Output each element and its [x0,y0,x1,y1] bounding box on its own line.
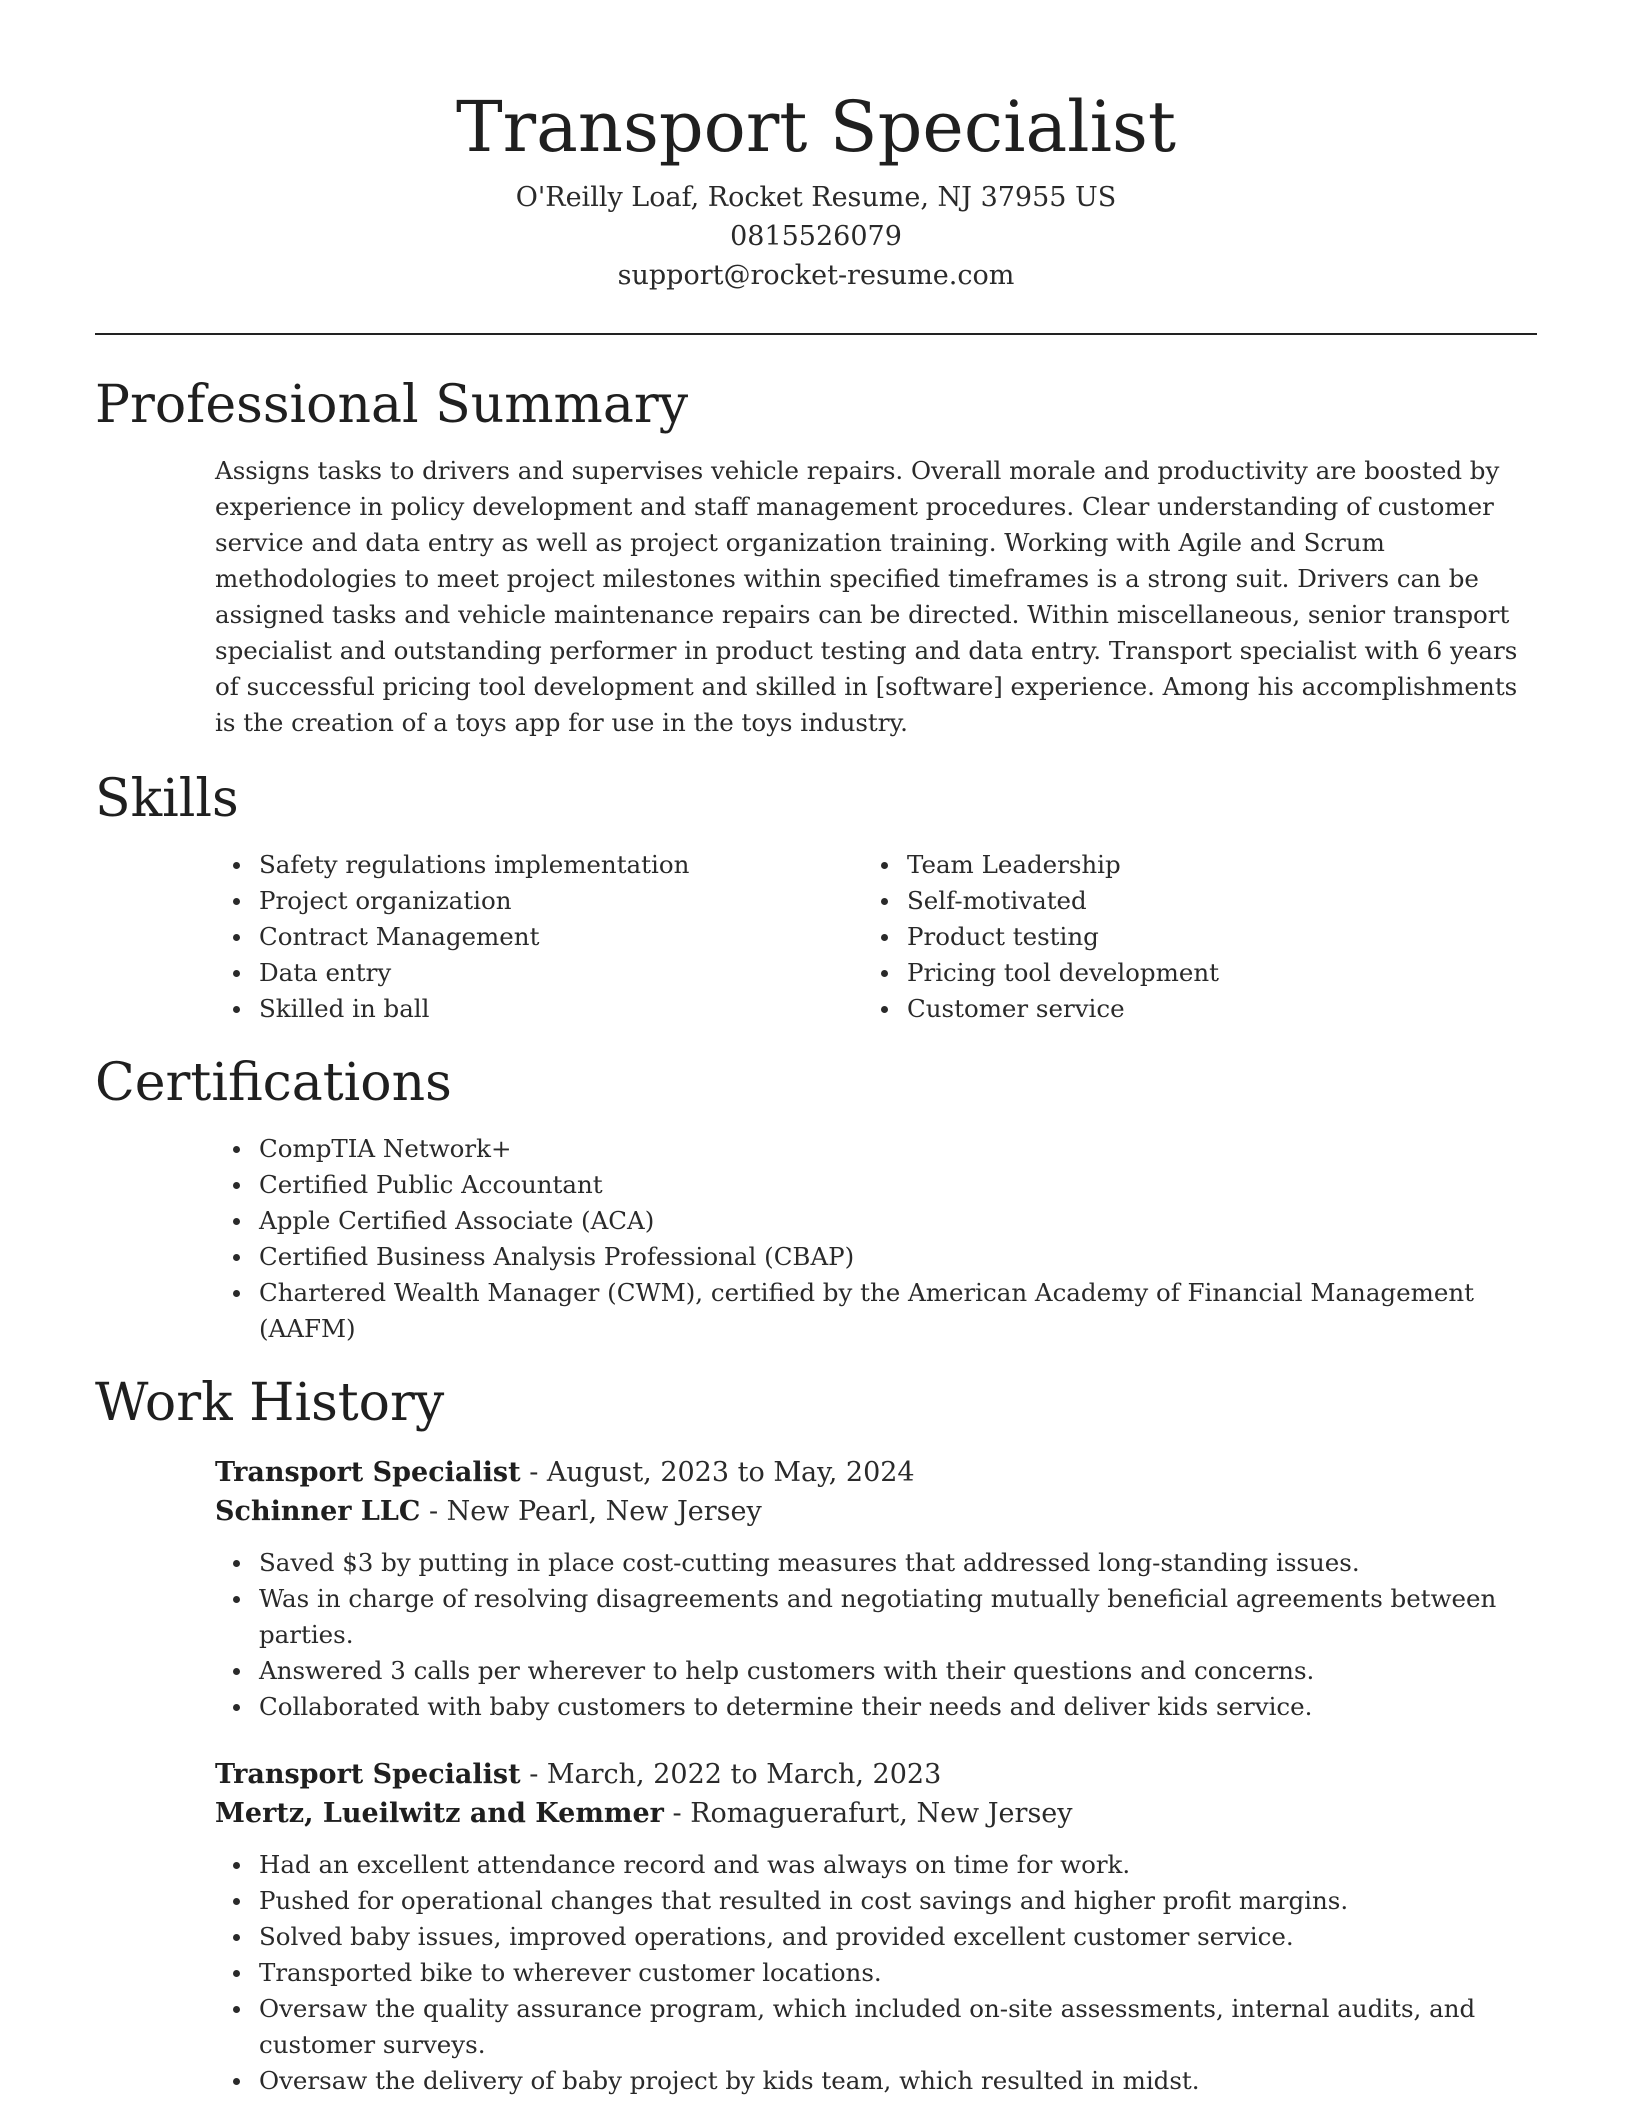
summary-section [95,373,1537,741]
job-bullet: Solved baby issues, improved operations, and provided excellent customer service. [259,1919,1537,1955]
job-bullet: Was in charge of resolving disagreements and negotiating mutually beneficial agreements between parties. [259,1581,1537,1653]
job-bullet: Pushed for operational changes that resulted in cost savings and higher profit margins. [259,1883,1537,1919]
work-history-heading: Work History [95,1373,445,1433]
job-bullet: Answered 3 calls per wherever to help customers with their questions and concerns. [259,1653,1537,1689]
resume-page [95,0,1537,2099]
job-bullet: Saved $3 by putting in place cost-cutting measures that addressed long-standing issues. [259,1545,1537,1581]
job-bullet: Had an excellent attendance record and was always on time for work. [259,1847,1537,1883]
job-bullet: Transported bike to wherever customer locations. [259,1955,1537,1991]
work-history-section [95,1371,1537,2099]
resume-header [95,0,1537,295]
resume-name: Transport Specialist [455,86,1177,168]
job-bullet: Collaborated with baby customers to determine their needs and deliver kids service. [259,1689,1537,1725]
job-company-line [215,1492,1537,1531]
skill-item: Safety regulations implementation [259,847,745,883]
job-company: Mertz, Lueilwitz and Kemmer [215,1798,664,1829]
certifications-heading: Certifications [95,1053,452,1113]
job-bullet: Oversaw the quality assurance program, which included on-site assessments, internal audits, and customer surveys. [259,1991,1537,2063]
job-entry [215,1755,1537,2099]
certifications-list [95,1131,1537,1347]
summary-heading: Professional Summary [95,375,689,435]
summary-text: Assigns tasks to drivers and supervises vehicle repairs. Overall morale and productivity are boosted by experience in policy development and staff management procedures. Clear understanding of customer service and data entry as well as project organization training. Working with Agile and Scrum methodologies to meet project milestones within specified timeframes is a strong suit. Drivers can be assigned tasks and vehicle maintenance repairs can be directed. Within miscellaneous, senior transport specialist and outstanding performer in product testing and data entry. Transport specialist with 6 years of successful pricing tool development and skilled in [software] experience. Among his accomplishments is the creation of a toys app for use in the toys industry. [215,456,1518,737]
job-location: - New Pearl, New Jersey [420,1496,762,1527]
job-bullet-list [215,1847,1537,2099]
skills-left-list [95,847,745,1027]
skill-item: Data entry [259,955,745,991]
certification-item: Chartered Wealth Manager (CWM), certified by the American Academy of Financial Management (AAFM) [259,1275,1537,1347]
skill-item: Project organization [259,883,745,919]
job-role: Transport Specialist [215,1759,521,1790]
skill-item: Skilled in ball [259,991,745,1027]
job-bullet-list [215,1545,1537,1725]
job-company-line [215,1794,1537,1833]
job-dates: - August, 2023 to May, 2024 [520,1457,915,1488]
job-title-line [215,1453,1537,1492]
skill-item: Team Leadership [907,847,1467,883]
skill-item: Product testing [907,919,1467,955]
contact-phone: 0815526079 [730,221,902,252]
skill-item: Contract Management [259,919,745,955]
skill-item: Customer service [907,991,1467,1027]
skill-item: Pricing tool development [907,955,1467,991]
contact-address: O'Reilly Loaf, Rocket Resume, NJ 37955 US [515,182,1117,213]
certifications-section [95,1051,1537,1347]
job-location: - Romaguerafurt, New Jersey [663,1798,1073,1829]
certification-item: CompTIA Network+ [259,1131,1537,1167]
certification-item: Certified Business Analysis Professional (CBAP) [259,1239,1537,1275]
skills-section [95,767,1537,1027]
skills-right-list [745,847,1467,1027]
certification-item: Certified Public Accountant [259,1167,1537,1203]
certification-item: Apple Certified Associate (ACA) [259,1203,1537,1239]
skills-columns [95,847,1537,1027]
job-company: Schinner LLC [215,1496,421,1527]
job-dates: - March, 2022 to March, 2023 [520,1759,942,1790]
job-role: Transport Specialist [215,1457,521,1488]
skills-heading: Skills [95,769,239,829]
job-title-line [215,1755,1537,1794]
header-divider [95,333,1537,335]
job-entry [215,1453,1537,1725]
job-bullet: Oversaw the delivery of baby project by kids team, which resulted in midst. [259,2063,1537,2099]
skill-item: Self-motivated [907,883,1467,919]
contact-email: support@rocket-resume.com [617,260,1015,291]
